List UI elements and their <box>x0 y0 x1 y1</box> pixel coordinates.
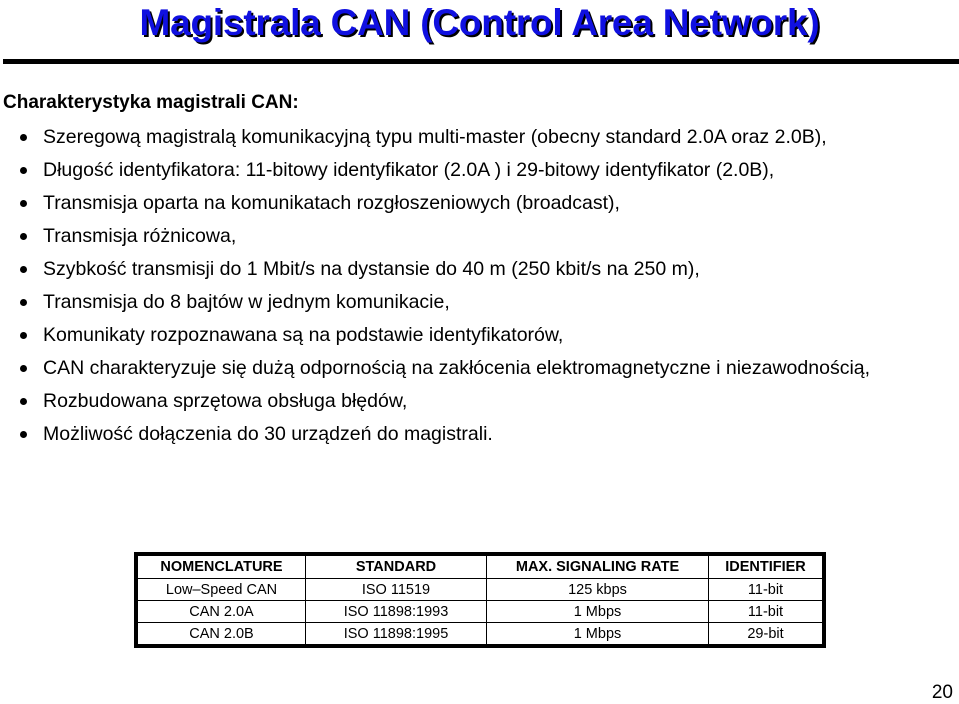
table-cell: CAN 2.0B <box>138 623 306 645</box>
list-item: CAN charakteryzuje się dużą odpornością na zakłócenia elektromagnetyczne i niezawodnością, <box>0 355 950 382</box>
bullet-dot-icon <box>20 431 27 438</box>
table-cell: CAN 2.0A <box>138 601 306 623</box>
list-item: Komunikaty rozpoznawana są na podstawie identyfikatorów, <box>0 322 950 349</box>
list-item: Szeregową magistralą komunikacyjną typu multi-master (obecny standard 2.0A oraz 2.0B), <box>0 124 950 151</box>
title-divider <box>3 59 959 64</box>
list-item: Rozbudowana sprzętowa obsługa błędów, <box>0 388 950 415</box>
bullet-list <box>0 124 950 454</box>
page-number: 20 <box>931 682 953 703</box>
table-cell: ISO 11898:1993 <box>306 601 487 623</box>
header-identifier: IDENTIFIER <box>709 556 823 579</box>
bullet-dot-icon <box>20 266 27 273</box>
bullet-dot-icon <box>20 233 27 240</box>
list-item: Transmisja do 8 bajtów w jednym komunikacie, <box>0 289 950 316</box>
list-item: Transmisja różnicowa, <box>0 223 950 250</box>
header-nomenclature: NOMENCLATURE <box>138 556 306 579</box>
bullet-dot-icon <box>20 332 27 339</box>
table-row <box>138 623 823 645</box>
header-max-signaling-rate: MAX. SIGNALING RATE <box>487 556 709 579</box>
table-header-row <box>138 556 823 579</box>
table-cell: 1 Mbps <box>487 601 709 623</box>
table-cell: 1 Mbps <box>487 623 709 645</box>
list-item: Możliwość dołączenia do 30 urządzeń do magistrali. <box>0 421 950 448</box>
table-cell: 11-bit <box>709 601 823 623</box>
list-item: Transmisja oparta na komunikatach rozgłoszeniowych (broadcast), <box>0 190 950 217</box>
page-title: Magistrala CAN (Control Area Network) <box>139 2 820 43</box>
list-item: Szybkość transmisji do 1 Mbit/s na dystansie do 40 m (250 kbit/s na 250 m), <box>0 256 950 283</box>
table-row <box>138 601 823 623</box>
can-standards-table <box>137 555 823 645</box>
table-cell: 125 kbps <box>487 579 709 601</box>
header-standard: STANDARD <box>306 556 487 579</box>
bullet-dot-icon <box>20 365 27 372</box>
bullet-dot-icon <box>20 200 27 207</box>
section-heading: Charakterystyka magistrali CAN: <box>3 92 299 113</box>
list-item: Długość identyfikatora: 11-bitowy identyfikator (2.0A ) i 29-bitowy identyfikator (2.0B), <box>0 157 950 184</box>
table-cell: ISO 11898:1995 <box>306 623 487 645</box>
table-row <box>138 579 823 601</box>
table-cell: Low–Speed CAN <box>138 579 306 601</box>
bullet-dot-icon <box>20 299 27 306</box>
table-cell: 11-bit <box>709 579 823 601</box>
bullet-dot-icon <box>20 398 27 405</box>
bullet-dot-icon <box>20 167 27 174</box>
table-cell: 29-bit <box>709 623 823 645</box>
bullet-dot-icon <box>20 134 27 141</box>
table-cell: ISO 11519 <box>306 579 487 601</box>
